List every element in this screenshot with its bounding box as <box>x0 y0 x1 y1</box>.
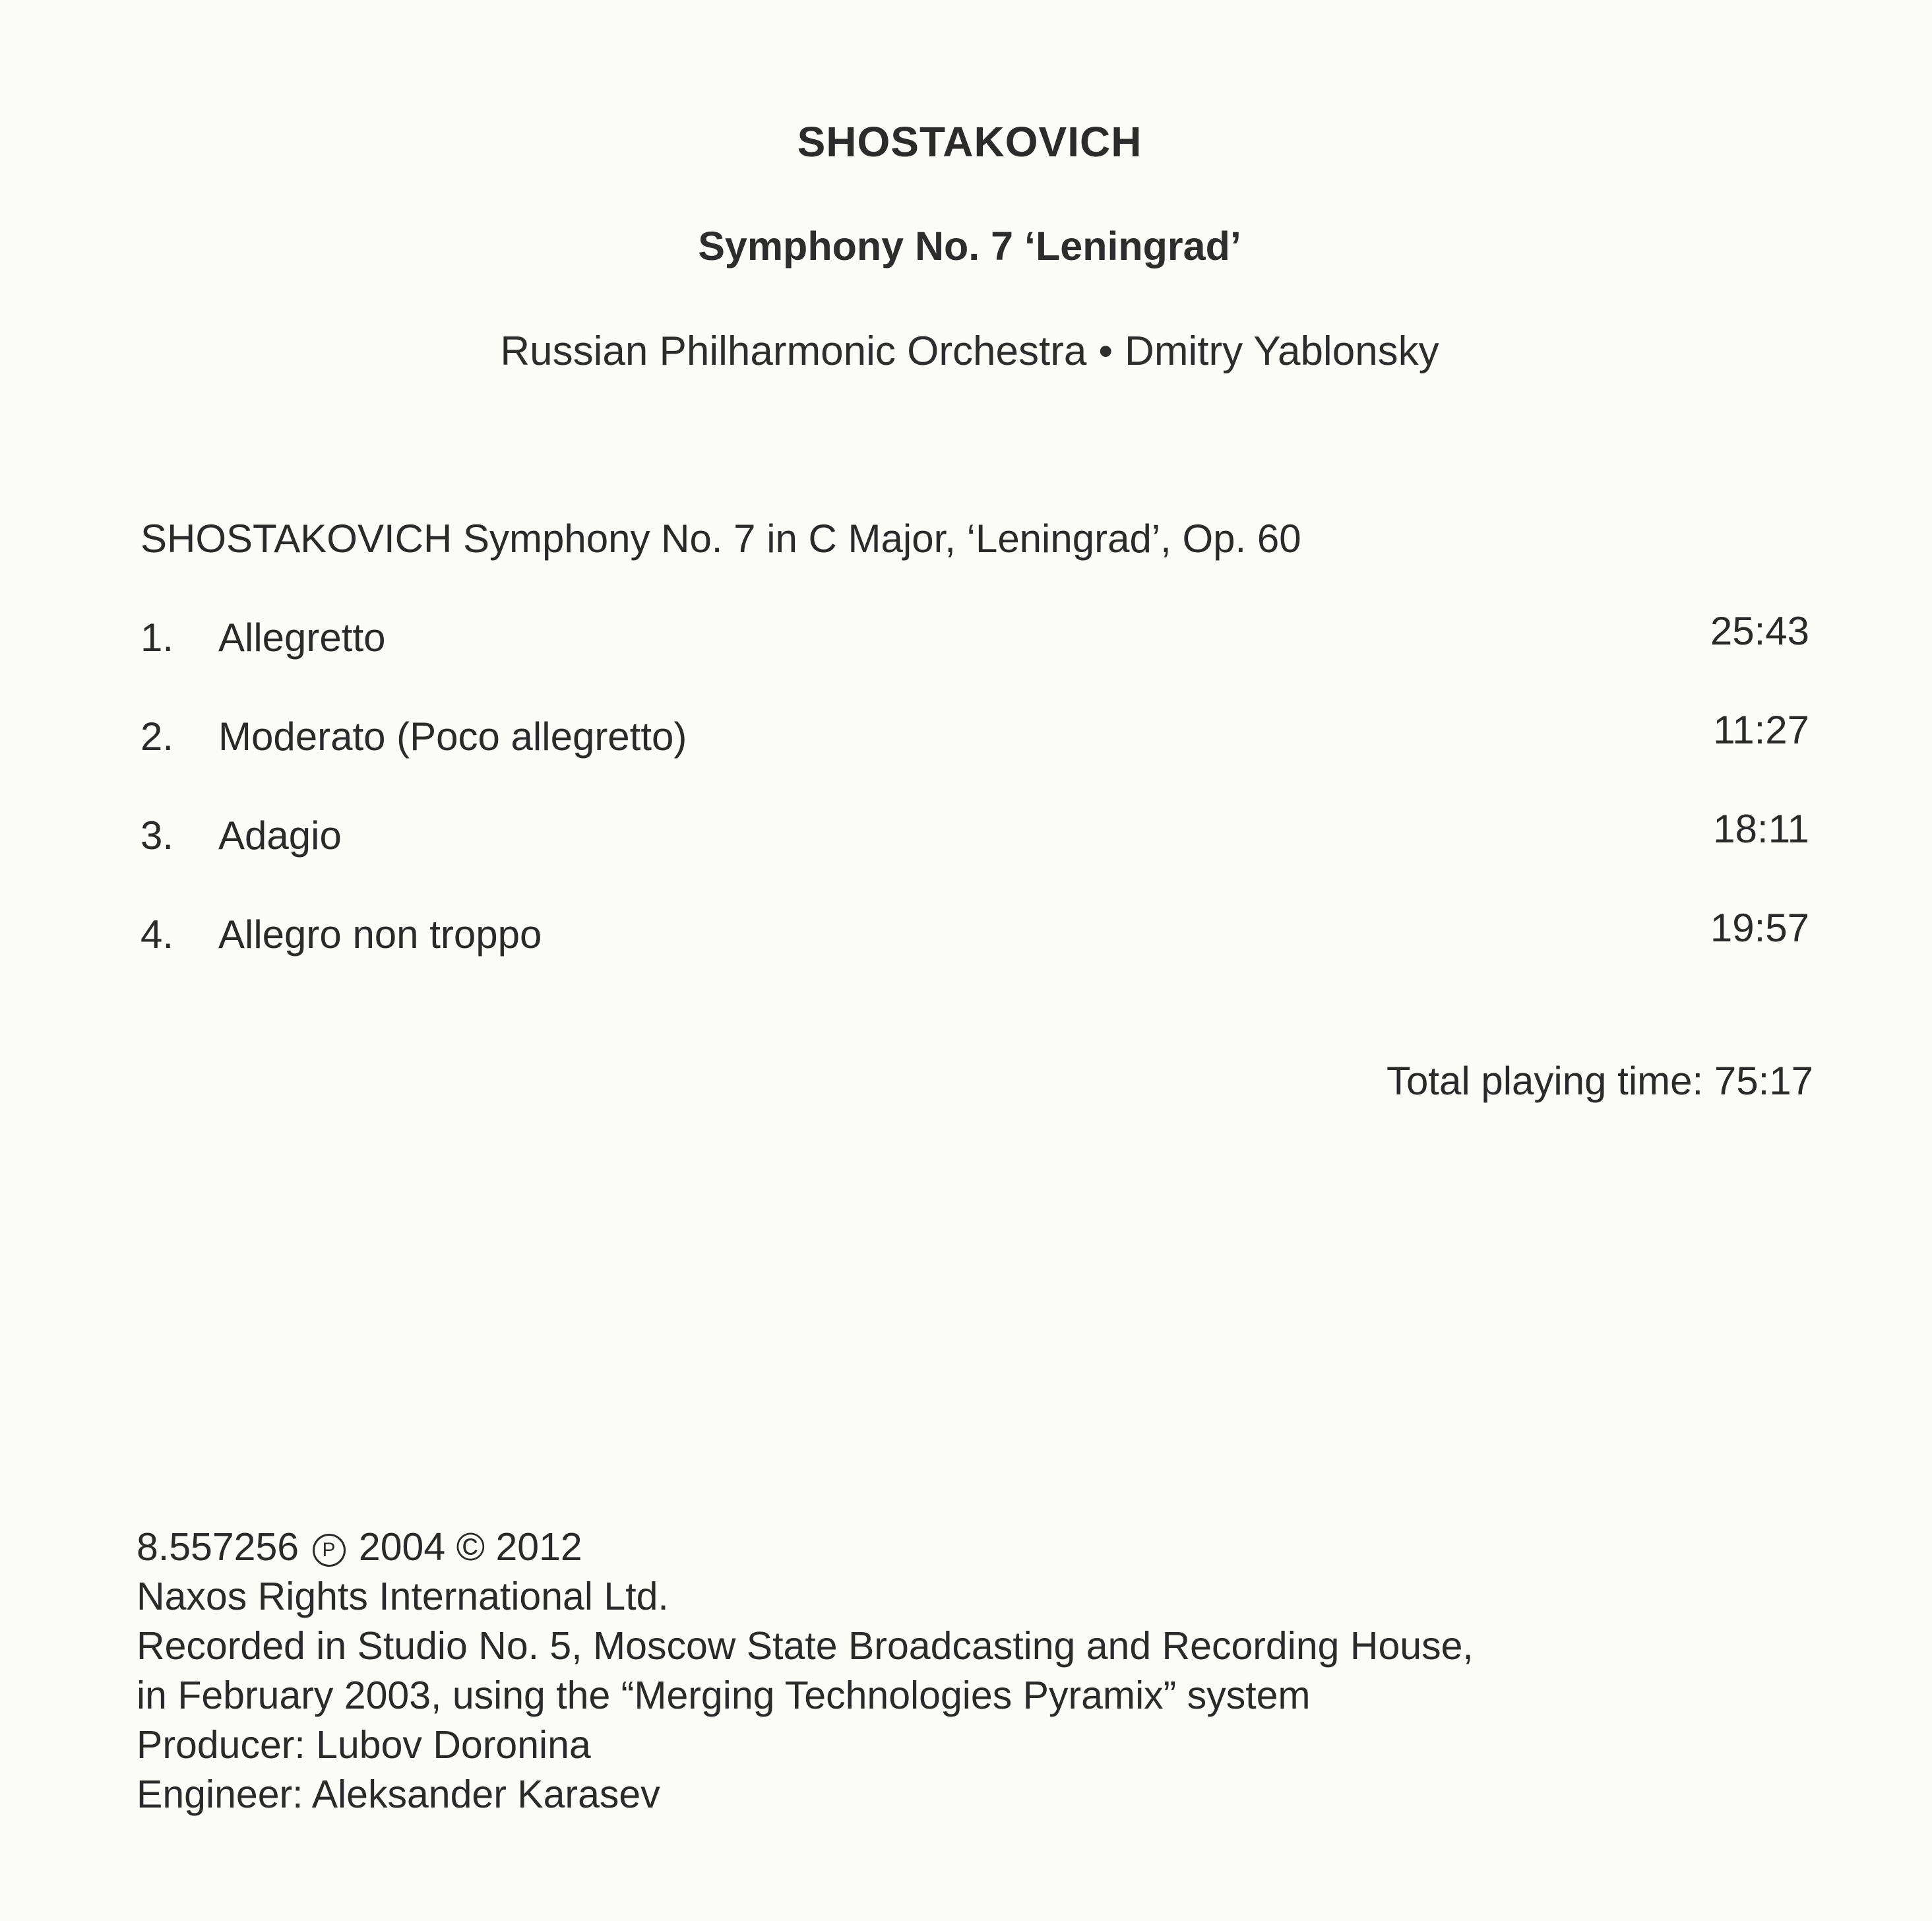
track-duration: 19:57 <box>1710 906 1809 950</box>
track-duration: 18:11 <box>1713 807 1809 851</box>
track-number: 2. <box>140 714 174 759</box>
work-title: Symphony No. 7 ‘Leningrad’ <box>698 224 1241 268</box>
track-row <box>140 807 1809 912</box>
engineer-credit: Engineer: Aleksander Karasev <box>137 1773 660 1816</box>
producer-credit: Producer: Lubov Doronina <box>137 1723 591 1767</box>
track-title: Moderato (Poco allegretto) <box>218 714 687 759</box>
rights-holder: Naxos Rights International Ltd. <box>137 1575 669 1618</box>
track-duration: 25:43 <box>1710 609 1809 653</box>
copyright-year: 2012 <box>495 1525 582 1569</box>
orchestra-name: Russian Philharmonic Orchestra <box>500 329 1087 374</box>
composer-heading: SHOSTAKOVICH <box>797 118 1142 166</box>
separator-bullet: • <box>1098 329 1113 374</box>
recording-location: Recorded in Studio No. 5, Moscow State Broadcasting and Recording House, <box>137 1624 1474 1668</box>
catalog-line <box>137 1523 1474 1572</box>
conductor-name: Dmitry Yablonsky <box>1125 329 1439 374</box>
track-row <box>140 609 1809 714</box>
track-list <box>140 609 1809 1011</box>
track-number: 4. <box>140 912 174 957</box>
track-number: 1. <box>140 615 174 660</box>
performers-line <box>0 328 1932 375</box>
track-row <box>140 708 1809 813</box>
track-title: Adagio <box>218 813 342 858</box>
track-title: Allegretto <box>218 615 386 660</box>
phonogram-year: 2004 <box>358 1525 446 1569</box>
total-playing-time: Total playing time: 75:17 <box>1386 1059 1813 1103</box>
track-title: Allegro non troppo <box>218 912 542 957</box>
work-full-title: SHOSTAKOVICH Symphony No. 7 in C Major, ‘Leningrad’, Op. 60 <box>140 517 1301 561</box>
track-number: 3. <box>140 813 174 858</box>
credits-block <box>137 1523 1474 1819</box>
catalog-number: 8.557256 <box>137 1525 299 1569</box>
recording-date: in February 2003, using the “Merging Technologies Pyramix” system <box>137 1674 1311 1717</box>
copyright-mark: © <box>456 1525 485 1569</box>
track-row <box>140 906 1809 1011</box>
track-duration: 11:27 <box>1713 708 1809 752</box>
phonogram-mark: P <box>313 1534 346 1567</box>
